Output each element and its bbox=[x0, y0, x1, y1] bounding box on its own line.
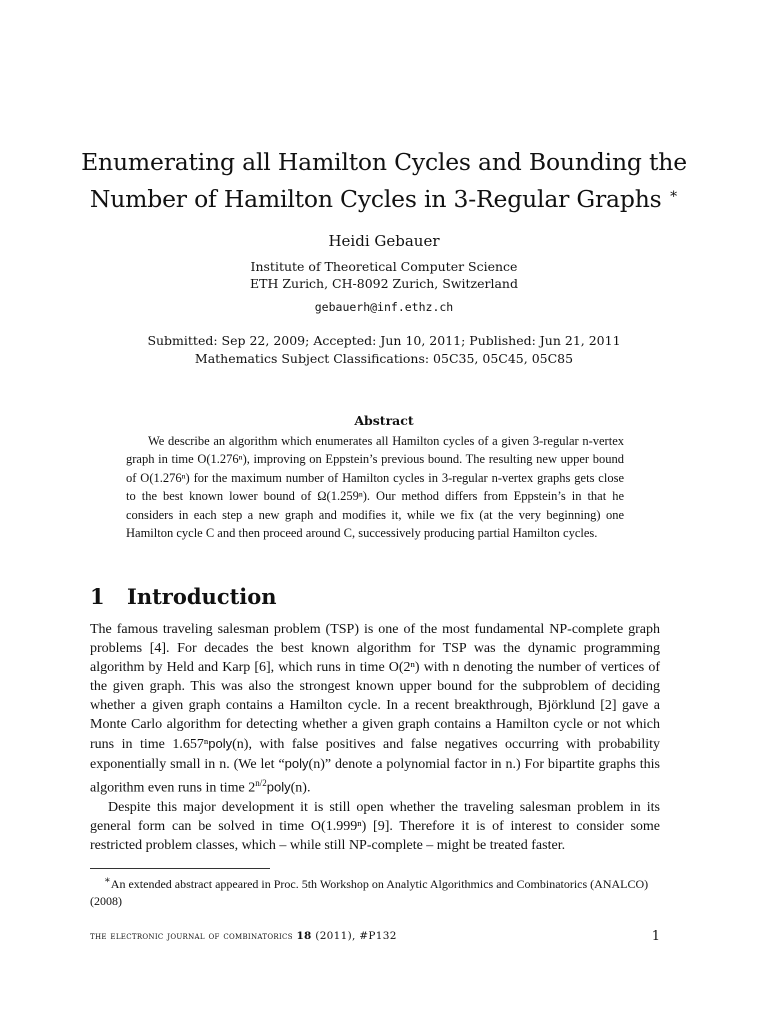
affiliation bbox=[0, 259, 768, 292]
section-heading bbox=[90, 584, 277, 609]
title-line-1: Enumerating all Hamilton Cycles and Bounding the bbox=[81, 148, 687, 176]
paragraph-1-part-d: (n). bbox=[290, 780, 311, 796]
section-number: 1 bbox=[90, 584, 105, 609]
footnote-rule bbox=[90, 868, 270, 869]
publication-info bbox=[0, 332, 768, 368]
footnote-mark: ∗ bbox=[104, 875, 111, 886]
footnote bbox=[90, 872, 665, 910]
title-line-2-text: Number of Hamilton Cycles in 3-Regular Graphs bbox=[89, 184, 662, 213]
paragraph-1-part-c: (n)” denote a polynomial factor in n.) For bipartite graphs this algorithm even runs in time 2 bbox=[90, 757, 660, 796]
section-title: Introduction bbox=[127, 584, 277, 609]
paragraph-1 bbox=[90, 620, 660, 798]
paragraph-1-part-a: The famous traveling salesman problem (TSP) is one of the most fundamental NP-complete graph problems [4]. For decades the best known algorithm for TSP was the dynamic programming algorithm by Held and Karp [6], which runs in time O(2ⁿ) with n denoting the number of vertices of the given graph. This was also the strongest known upper bound for the subproblem of deciding whether a given graph contains a Hamilton cycle. In a recent breakthrough, Björklund [2] gave a Monte Carlo algorithm for detecting whether a given graph contains a Hamilton cycle or not which runs in time 1.657ⁿ bbox=[90, 622, 660, 752]
author-name: Heidi Gebauer bbox=[328, 232, 440, 250]
footer-journal: the electronic journal of combinatorics bbox=[90, 930, 293, 942]
title-line-2 bbox=[60, 178, 708, 215]
section-body bbox=[90, 620, 660, 855]
paragraph-2: Despite this major development it is still open whether the traveling salesman problem in its general form can be solved in time O(1.999ⁿ) [9]. Therefore it is of interest to consider some restricted problem classes, which – while still NP-complete – might be treated faster. bbox=[90, 799, 660, 853]
page-footer bbox=[90, 930, 397, 942]
poly-term: poly bbox=[284, 756, 309, 771]
abstract-heading: Abstract bbox=[354, 413, 414, 428]
footer-issue: (2011), #P132 bbox=[315, 930, 397, 942]
title-footnote-mark: ∗ bbox=[668, 186, 679, 202]
affiliation-line-1: Institute of Theoretical Computer Science bbox=[250, 259, 518, 274]
poly-term: poly bbox=[266, 779, 291, 795]
affiliation-line-2: ETH Zurich, CH-8092 Zurich, Switzerland bbox=[250, 275, 518, 291]
footer-volume: 18 bbox=[296, 930, 312, 942]
poly-term: poly bbox=[208, 736, 233, 751]
paragraph-1-part-b: (n), with false positives and false negatives occurring with probability exponentially small in n. (We let “ bbox=[90, 737, 660, 772]
exponent: n/2 bbox=[255, 778, 267, 788]
msc-classifications: Mathematics Subject Classifications: 05C35, 05C45, 05C85 bbox=[194, 351, 574, 366]
page-number: 1 bbox=[651, 929, 660, 944]
publication-dates: Submitted: Sep 22, 2009; Accepted: Jun 10, 2011; Published: Jun 21, 2011 bbox=[147, 333, 621, 348]
paper-title bbox=[60, 146, 708, 215]
abstract-text: We describe an algorithm which enumerates all Hamilton cycles of a given 3-regular n-vertex graph in time O(1.276ⁿ), improving on Eppstein’s previous bound. The resulting new upper bound of O(1.276ⁿ) for the maximum number of Hamilton cycles in 3-regular n-vertex graphs gets close to the best known lower bound of Ω(1.259ⁿ). Our method differs from Eppstein’s in that he considers in each step a new graph and modifies it, while we fix (at the very beginning) one Hamilton cycle C and then proceed around C, successively producing partial Hamilton cycles. bbox=[126, 434, 624, 541]
author-email: gebauerh@inf.ethz.ch bbox=[314, 300, 454, 314]
footnote-text: An extended abstract appeared in Proc. 5th Workshop on Analytic Algorithmics and Combinatorics (ANALCO) (2008) bbox=[90, 877, 649, 908]
